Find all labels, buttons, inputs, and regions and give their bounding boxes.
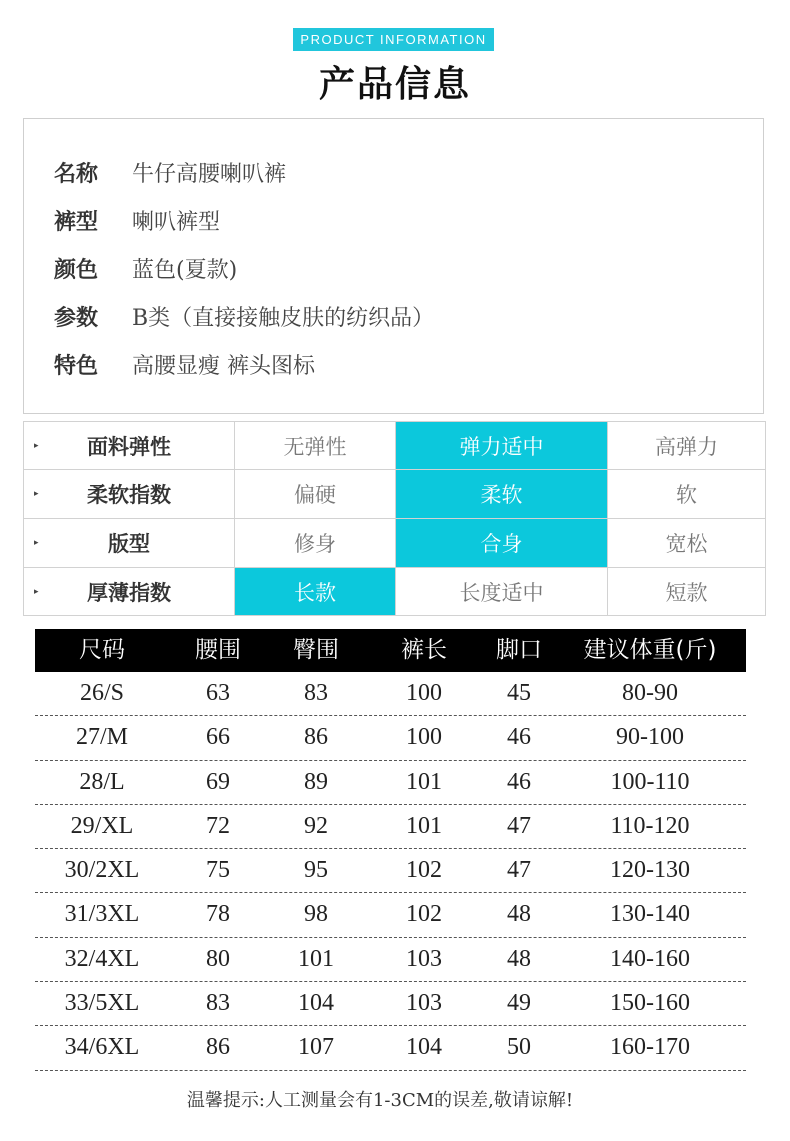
table-cell: 120-130 [610,857,690,884]
table-row [35,672,746,716]
table-cell: 92 [304,812,328,839]
table-row [35,849,746,893]
attribute-option: 偏硬 [235,470,396,519]
table-cell: 34/6XL [64,1034,140,1061]
table-cell: 83 [304,680,328,706]
product-info-box [23,118,764,414]
table-cell: 101 [298,945,334,972]
table-cell: 101 [406,768,442,795]
attribute-row [24,470,766,519]
table-cell: 72 [206,812,230,839]
table-cell: 50 [507,1034,531,1061]
attribute-option: 软 [608,470,766,519]
info-label: 裤型 [54,210,99,235]
attribute-option-selected: 长款 [235,568,396,616]
table-cell: 90-100 [616,724,684,751]
table-row [35,893,746,937]
table-cell: 140-160 [610,945,690,972]
table-cell: 28/L [79,768,125,795]
attribute-option: 修身 [235,519,396,568]
attribute-name: ▸ 版型 [24,519,235,568]
column-header: 尺码 [79,637,125,663]
attribute-name: ▸ 面料弹性 [24,422,235,470]
table-cell: 95 [304,857,328,884]
column-header: 脚口 [496,637,542,663]
table-cell: 80 [206,945,230,972]
table-cell: 83 [206,990,230,1017]
size-table-header [35,629,746,672]
attribute-row [24,422,766,470]
info-row-feature [54,349,315,379]
table-cell: 75 [206,857,230,884]
attribute-option: 高弹力 [608,422,766,470]
info-row-type [54,205,220,235]
page-title: 产品信息 [318,64,471,105]
table-cell: 102 [406,901,442,928]
table-cell: 46 [507,724,531,751]
size-table-body [35,672,746,1071]
attribute-row [24,568,766,616]
attribute-row [24,519,766,568]
table-cell: 98 [304,901,328,928]
table-cell: 46 [507,768,531,795]
table-row [35,1026,746,1070]
attribute-option-selected: 合身 [396,519,608,568]
table-cell: 30/2XL [64,857,140,884]
table-cell: 32/4XL [64,945,140,972]
table-cell: 110-120 [610,812,690,839]
table-cell: 33/5XL [64,990,140,1017]
table-cell: 101 [406,812,442,839]
table-cell: 160-170 [610,1034,690,1061]
table-cell: 48 [507,901,531,928]
table-row [35,761,746,805]
attribute-option: 无弹性 [235,422,396,470]
info-label: 名称 [54,162,99,187]
info-row-color [54,253,237,283]
table-cell: 104 [406,1034,442,1061]
info-value: 蓝色(夏款) [132,258,238,283]
attribute-option-selected: 弹力适中 [396,422,608,470]
attribute-name: ▸ 柔软指数 [24,470,235,519]
table-cell: 103 [406,990,442,1017]
info-row-params [54,301,434,331]
table-cell: 103 [406,945,442,972]
table-cell: 130-140 [610,901,690,928]
info-value: 牛仔高腰喇叭裤 [132,162,287,187]
table-cell: 150-160 [610,990,690,1017]
table-cell: 78 [206,901,230,928]
table-cell: 45 [507,680,531,706]
table-cell: 26/S [79,680,125,706]
section-badge: PRODUCT INFORMATION [293,28,494,51]
table-cell: 86 [304,724,328,751]
triangle-right-icon: ▸ [34,538,39,548]
table-cell: 47 [507,857,531,884]
table-cell: 89 [304,768,328,795]
table-row [35,982,746,1026]
table-cell: 66 [206,724,230,751]
table-cell: 63 [206,680,230,706]
info-label: 颜色 [54,258,99,283]
table-cell: 107 [298,1034,334,1061]
attribute-option: 宽松 [608,519,766,568]
table-row [35,716,746,760]
column-header: 裤长 [401,637,447,663]
triangle-right-icon: ▸ [34,586,39,597]
info-label: 参数 [54,306,99,331]
info-value: B类（直接接触皮肤的纺织品） [132,306,435,331]
info-value: 高腰显瘦 裤头图标 [132,354,315,379]
table-cell: 47 [507,812,531,839]
table-cell: 27/M [75,724,129,751]
attribute-option-selected: 柔软 [396,470,608,519]
measurement-note: 温馨提示:人工测量会有1-3CM的误差,敬请谅解! [186,1090,574,1111]
table-cell: 29/XL [70,812,134,839]
attribute-option: 短款 [608,568,766,616]
info-label: 特色 [54,354,99,379]
table-cell: 48 [507,945,531,972]
table-cell: 100 [406,724,442,751]
table-row [35,938,746,982]
table-cell: 69 [206,768,230,795]
triangle-right-icon: ▸ [34,440,39,451]
column-header: 建议体重(斤) [583,637,717,663]
info-row-name [54,157,286,187]
table-cell: 49 [507,990,531,1017]
attribute-table [23,421,766,616]
table-cell: 100 [406,680,442,706]
attribute-option: 长度适中 [396,568,608,616]
table-cell: 104 [298,990,334,1017]
triangle-right-icon: ▸ [34,489,39,499]
table-cell: 80-90 [622,680,678,706]
info-value: 喇叭裤型 [132,210,221,235]
attribute-name: ▸ 厚薄指数 [24,568,235,616]
table-cell: 86 [206,1034,230,1061]
table-row [35,805,746,849]
column-header: 腰围 [195,637,241,663]
table-cell: 31/3XL [64,901,140,928]
column-header: 臀围 [293,637,339,663]
table-cell: 100-110 [610,768,690,795]
table-cell: 102 [406,857,442,884]
